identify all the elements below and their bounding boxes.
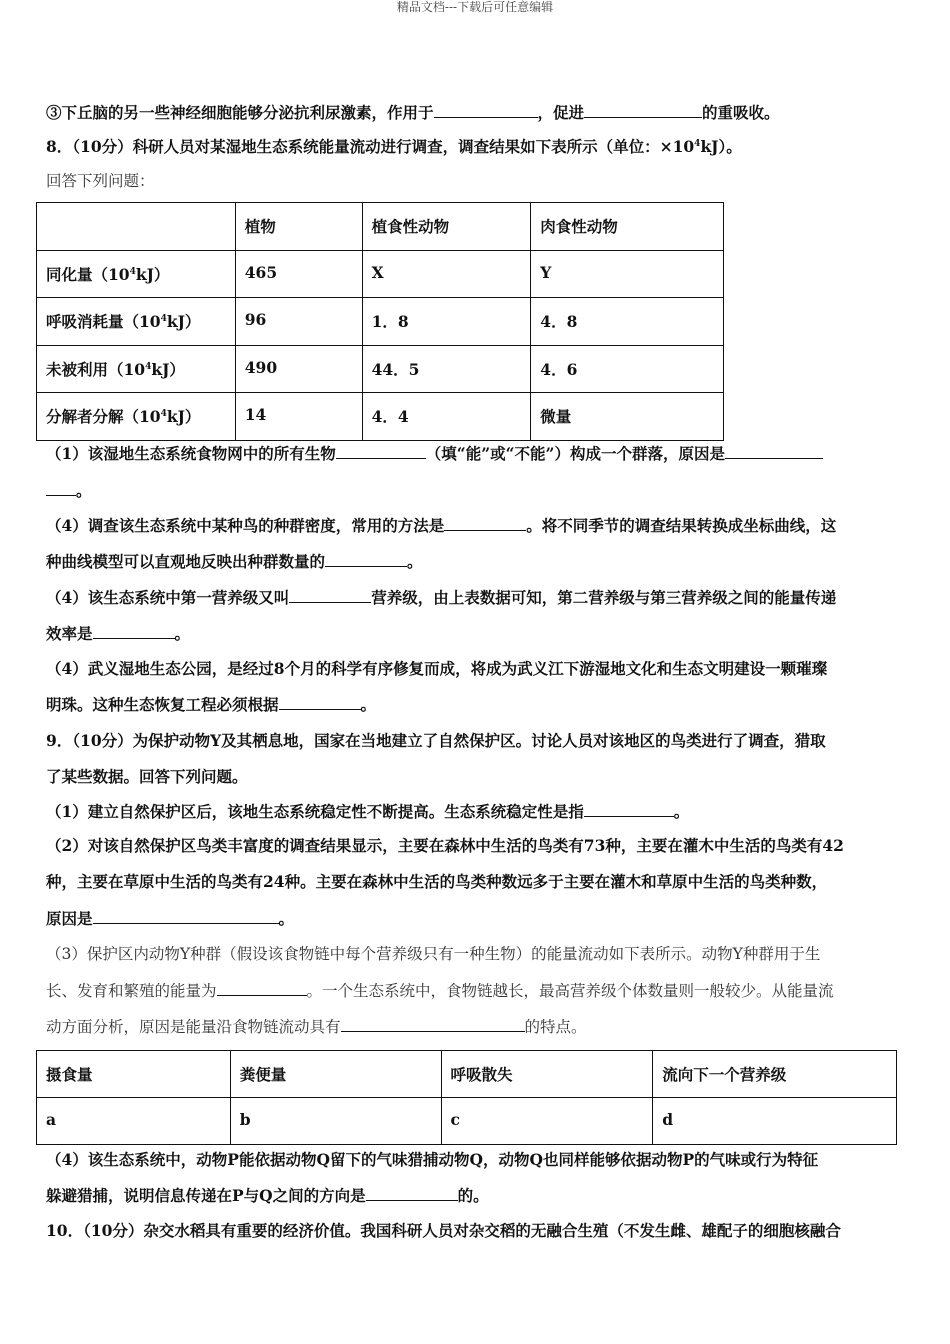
row-label: 未被利用$(10^4kJ)$ bbox=[37, 345, 236, 393]
table-cell: 96 bbox=[235, 298, 362, 346]
q10-intro-line1: 10．（10分）杂交水稻具有重要的经济价值。我国科研人员对杂交稻的无融合生殖（不发生雌、雄配子的细胞核融合 bbox=[46, 1221, 841, 1240]
table-row bbox=[37, 393, 724, 441]
q9-part3-line2: 长、发育和繁殖的能量为 。一个生态系统中，食物链越长，最高营养级个体数量则一般较少。从能量流 bbox=[46, 982, 834, 1000]
table-cell: 4．6 bbox=[531, 345, 724, 393]
table-header-cell: 流向下一个营养级 bbox=[653, 1051, 897, 1098]
table-cell: 14 bbox=[235, 393, 362, 441]
table-row bbox=[37, 298, 724, 346]
q9-part2-line3: 原因是 。 bbox=[46, 909, 295, 928]
table-cell: a bbox=[37, 1098, 231, 1145]
table-header-cell: 粪便量 bbox=[230, 1051, 441, 1098]
table-cell: X bbox=[362, 250, 531, 298]
q8-part2-line1: （4）调查该生态系统中某种鸟的种群密度，常用的方法是 。将不同季节的调查结果转换成坐标曲线，这 bbox=[46, 516, 837, 535]
q9-part4-line1: （4）该生态系统中，动物P能依据动物Q留下的气味猎捕动物Q，动物Q也同样能够依据动物P的气味或行为特征 bbox=[46, 1150, 819, 1169]
table-cell: 微量 bbox=[531, 393, 724, 441]
table-header-row bbox=[37, 1051, 897, 1098]
q8-energy-table bbox=[36, 202, 724, 441]
table-cell: 44．5 bbox=[362, 345, 531, 393]
table-cell: 465 bbox=[235, 250, 362, 298]
table-cell: Y bbox=[531, 250, 724, 298]
table-header-cell: 植食性动物 bbox=[362, 203, 531, 251]
q9-part2-line1: （2）对该自然保护区鸟类丰富度的调查结果显示，主要在森林中生活的鸟类有73种，主要在灌木中生活的鸟类有42 bbox=[46, 836, 844, 855]
q7-line3: ③下丘脑的另一些神经细胞能够分泌抗利尿激素，作用于 ，促进 的重吸收。 bbox=[46, 103, 780, 122]
table-row bbox=[37, 345, 724, 393]
q8-part2-line2: 种曲线模型可以直观地反映出种群数量的 。 bbox=[46, 552, 423, 571]
q8-part1: （1）该湿地生态系统食物网中的所有生物 （填“能”或“不能”）构成一个群落，原因是 bbox=[46, 444, 823, 464]
table-cell: 4．8 bbox=[531, 298, 724, 346]
table-cell: 490 bbox=[235, 345, 362, 393]
q9-part4-line2: 躲避猎捕，说明信息传递在P与Q之间的方向是 的。 bbox=[46, 1186, 489, 1205]
table-header-cell: 肉食性动物 bbox=[531, 203, 724, 251]
row-label: 同化量$(10^4kJ)$ bbox=[37, 250, 236, 298]
table-header-cell: 摄食量 bbox=[37, 1051, 231, 1098]
q9-part3-line3: 动方面分析，原因是能量沿食物链流动具有 的特点。 bbox=[46, 1018, 587, 1036]
q8-part4-line1: （4）武义湿地生态公园，是经过8个月的科学有序修复而成，将成为武义江下游湿地文化和生态文明建设一颗璀璨 bbox=[46, 659, 828, 678]
q8-prompt: 回答下列问题： bbox=[46, 172, 155, 190]
table-header-cell: 植物 bbox=[235, 203, 362, 251]
q8-part3-line2: 效率是 。 bbox=[46, 624, 191, 643]
q9-part2-line2: 种，主要在草原中生活的鸟类有24种。主要在森林中生活的鸟类种数远多于主要在灌木和草原中生活的鸟类种数， bbox=[46, 872, 828, 891]
row-label: 分解者分解$(10^4kJ)$ bbox=[37, 393, 236, 441]
row-label: 呼吸消耗量$(10^4kJ)$ bbox=[37, 298, 236, 346]
table-row bbox=[37, 1098, 897, 1145]
q8-intro: 8．（10分）科研人员对某湿地生态系统能量流动进行调查，调查结果如下表所示（单位：$\times 10^4kJ$）。 bbox=[46, 137, 742, 156]
q9-intro-line2: 了某些数据。回答下列问题。 bbox=[46, 767, 248, 786]
table-header-cell: 呼吸散失 bbox=[441, 1051, 653, 1098]
table-header-cell bbox=[37, 203, 236, 251]
table-cell: b bbox=[230, 1098, 441, 1145]
table-cell: d bbox=[653, 1098, 897, 1145]
q9-part3-line1: （3）保护区内动物Y种群（假设该食物链中每个营养级只有一种生物）的能量流动如下表所示。动物Y种群用于生 bbox=[46, 945, 821, 963]
q8-part1-cont: 。 bbox=[46, 481, 92, 501]
table-header-row bbox=[37, 203, 724, 251]
table-row bbox=[37, 250, 724, 298]
q9-part1: （1）建立自然保护区后，该地生态系统稳定性不断提高。生态系统稳定性是指 。 bbox=[46, 802, 690, 821]
q9-intro-line1: 9．（10分）为保护动物Y及其栖息地，国家在当地建立了自然保护区。讨论人员对该地区的鸟类进行了调查，猎取 bbox=[46, 731, 826, 750]
table-cell: c bbox=[441, 1098, 653, 1145]
q9-energy-flow-table bbox=[36, 1050, 897, 1145]
q8-part3-line1: （4）该生态系统中第一营养级又叫 营养级，由上表数据可知，第二营养级与第三营养级之间的能量传递 bbox=[46, 588, 837, 607]
table-cell: 4．4 bbox=[362, 393, 531, 441]
page-header: 精品文档---下载后可任意编辑 bbox=[396, 0, 554, 14]
q8-part4-line2: 明珠。这种生态恢复工程必须根据 。 bbox=[46, 695, 377, 714]
table-cell: 1．8 bbox=[362, 298, 531, 346]
